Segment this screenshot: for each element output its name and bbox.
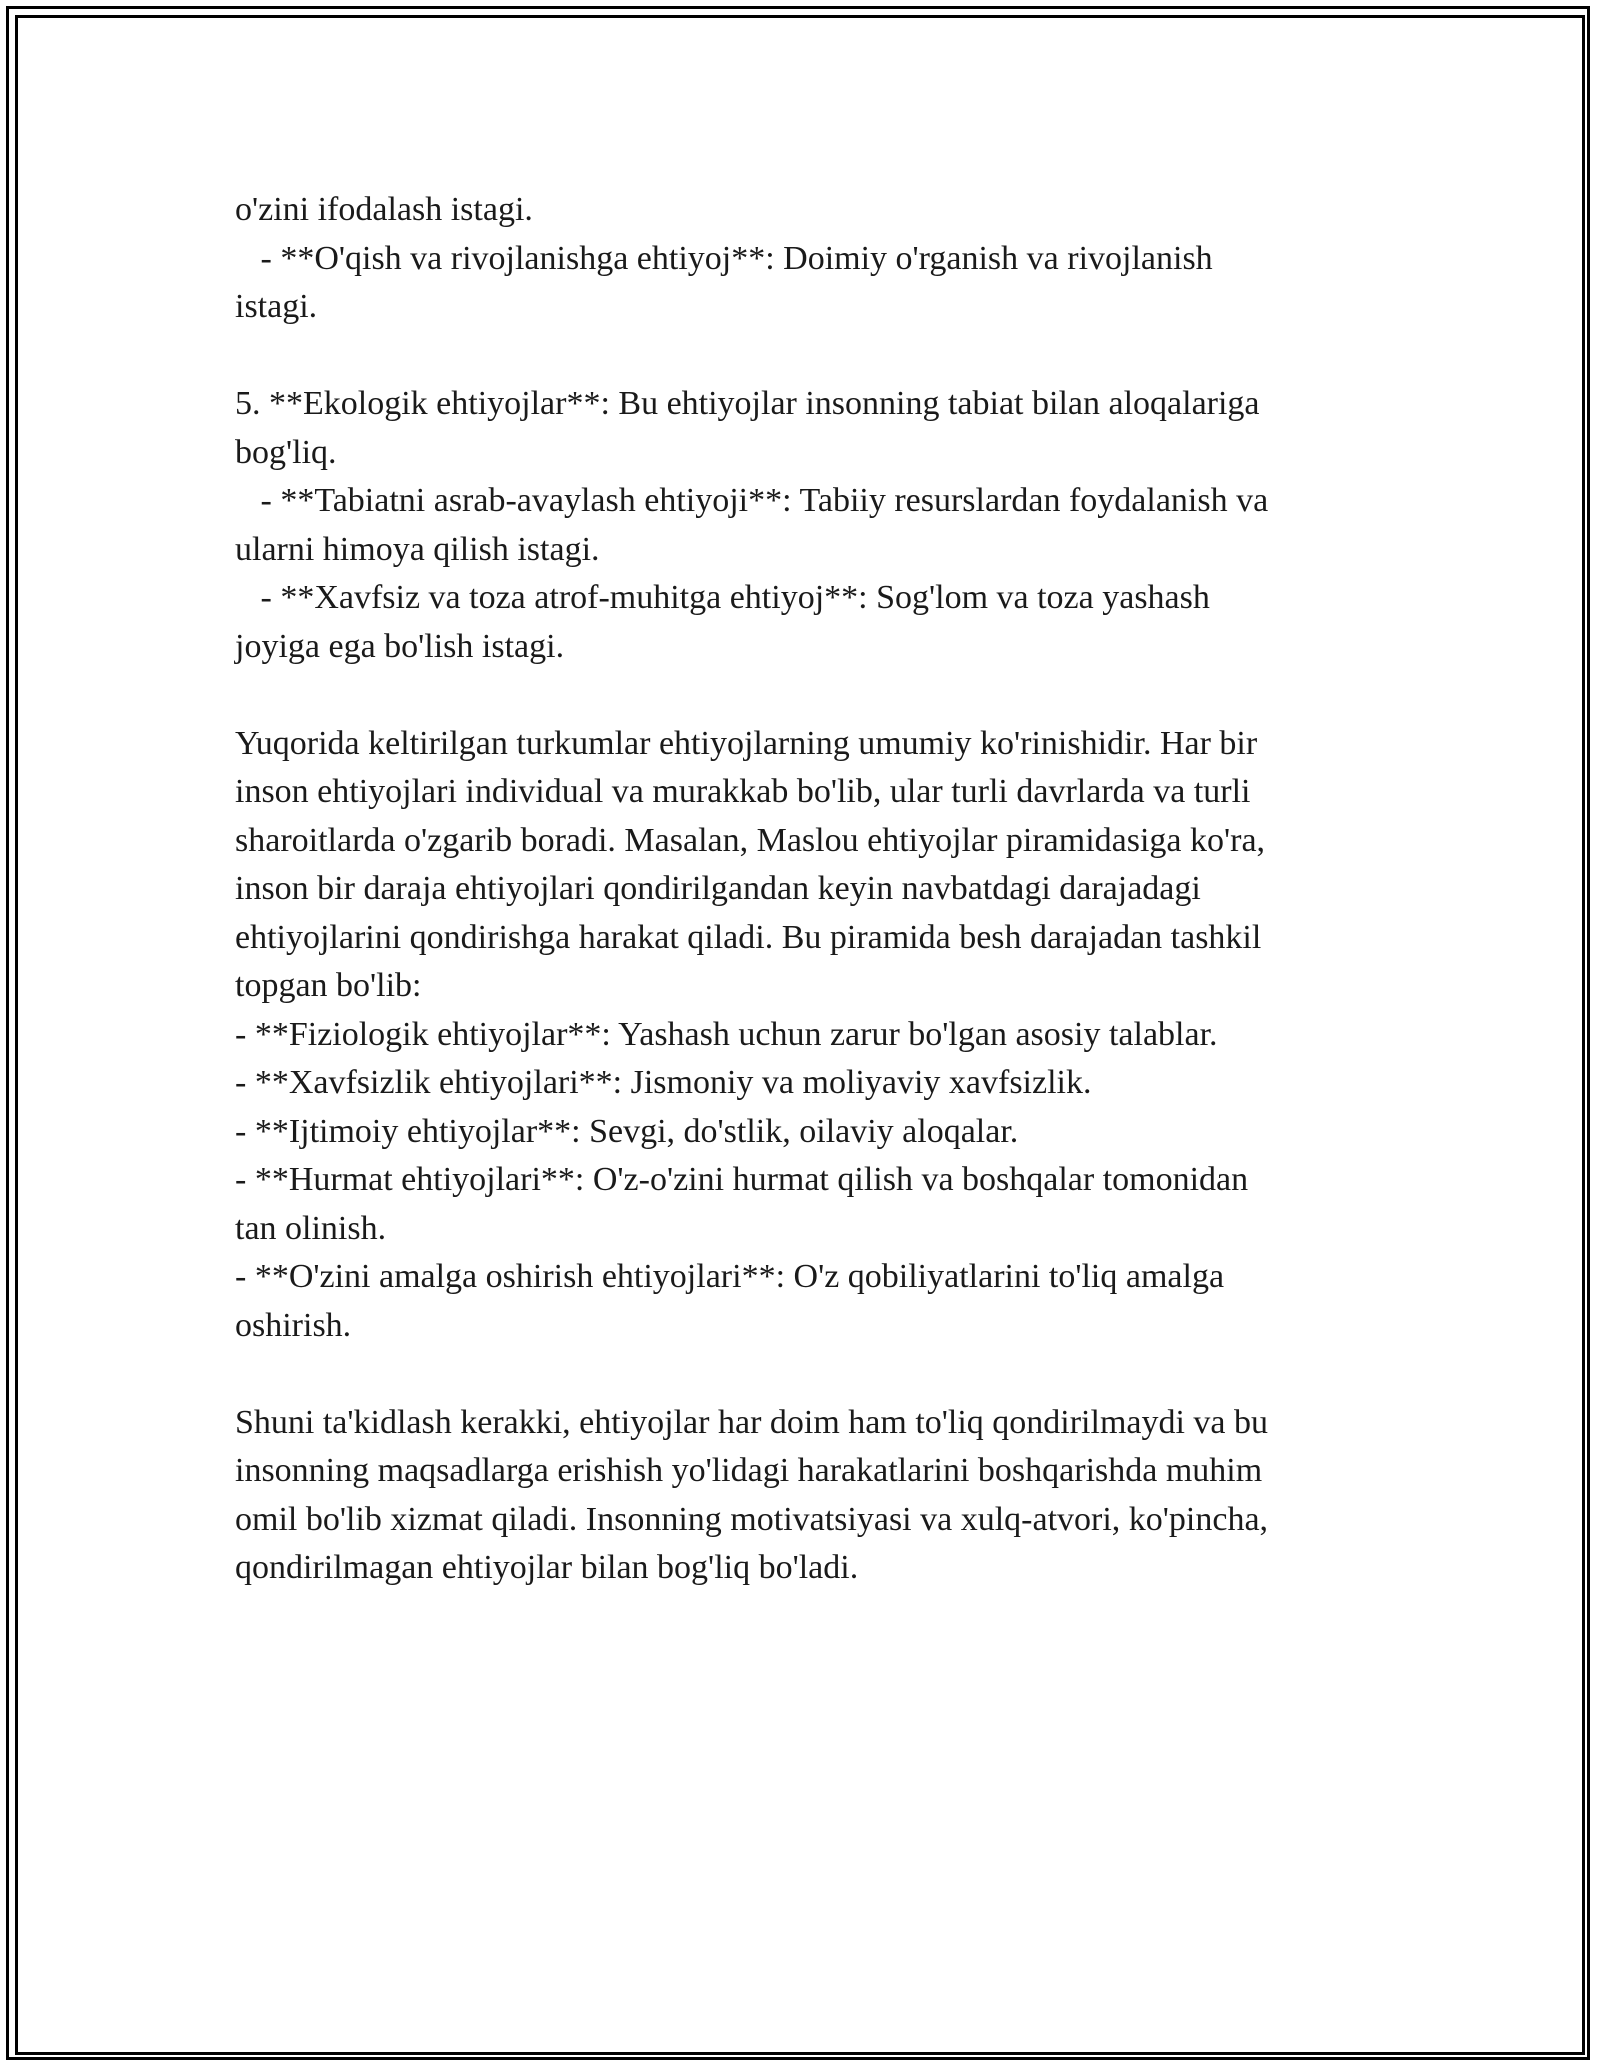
blank-line xyxy=(235,1350,1365,1399)
text-line: - **Ijtimoiy ehtiyojlar**: Sevgi, do'stlik, oilaviy aloqalar. xyxy=(235,1112,1019,1150)
text-line: joyiga ega bo'lish istagi. xyxy=(235,627,565,665)
document-body xyxy=(235,186,1365,1593)
text-line: - **Fiziologik ehtiyojlar**: Yashash uchun zarur bo'lgan asosiy talablar. xyxy=(235,1015,1218,1053)
text-line: oshirish. xyxy=(235,1306,352,1344)
text-line: o'zini ifodalash istagi. xyxy=(235,191,533,228)
text-line: - **Xavfsizlik ehtiyojlari**: Jismoniy va moliyaviy xavfsizlik. xyxy=(235,1064,1092,1101)
text-line: - **Xavfsiz va toza atrof-muhitga ehtiyoj**: Sog'lom va toza yashash xyxy=(235,579,1210,616)
text-line: tan olinish. xyxy=(235,1209,387,1247)
text-line: - **O'qish va rivojlanishga ehtiyoj**: Doimiy o'rganish va rivojlanish xyxy=(235,239,1213,277)
text-line: omil bo'lib xizmat qiladi. Insonning motivatsiyasi va xulq-atvori, ko'pincha, xyxy=(235,1500,1269,1538)
text-line: - **Tabiatni asrab-avaylash ehtiyoji**: Tabiiy resurslardan foydalanish va xyxy=(235,482,1269,519)
text-line: bog'liq. xyxy=(235,433,337,471)
blank-line xyxy=(235,671,1365,720)
text-line: Shuni ta'kidlash kerakki, ehtiyojlar har doim ham to'liq qondirilmaydi va bu xyxy=(235,1403,1269,1441)
text-line: inson ehtiyojlari individual va murakkab bo'lib, ular turli davrlarda va turli xyxy=(235,773,1251,810)
text-line: topgan bo'lib: xyxy=(235,967,422,1004)
text-line: sharoitlarda o'zgarib boradi. Masalan, Maslou ehtiyojlar piramidasiga ko'ra, xyxy=(235,821,1266,859)
text-line: qondirilmagan ehtiyojlar bilan bog'liq bo'ladi. xyxy=(235,1549,859,1586)
text-line: istagi. xyxy=(235,288,318,325)
text-line: - **Hurmat ehtiyojlari**: O'z-o'zini hurmat qilish va boshqalar tomonidan xyxy=(235,1161,1249,1198)
text-line: 5. **Ekologik ehtiyojlar**: Bu ehtiyojlar insonning tabiat bilan aloqalariga xyxy=(235,385,1260,422)
text-line: ehtiyojlarini qondirishga harakat qiladi. Bu piramida besh darajadan tashkil xyxy=(235,918,1262,956)
text-line: Yuqorida keltirilgan turkumlar ehtiyojlarning umumiy ko'rinishidir. Har bir xyxy=(235,724,1258,762)
text-line: inson bir daraja ehtiyojlari qondirilgandan keyin navbatdagi darajadagi xyxy=(235,870,1201,907)
text-line: insonning maqsadlarga erishish yo'lidagi harakatlarini boshqarishda muhim xyxy=(235,1452,1263,1489)
text-line: ularni himoya qilish istagi. xyxy=(235,530,600,568)
blank-line xyxy=(235,332,1365,381)
text-line: - **O'zini amalga oshirish ehtiyojlari**: O'z qobiliyatlarini to'liq amalga xyxy=(235,1258,1225,1295)
